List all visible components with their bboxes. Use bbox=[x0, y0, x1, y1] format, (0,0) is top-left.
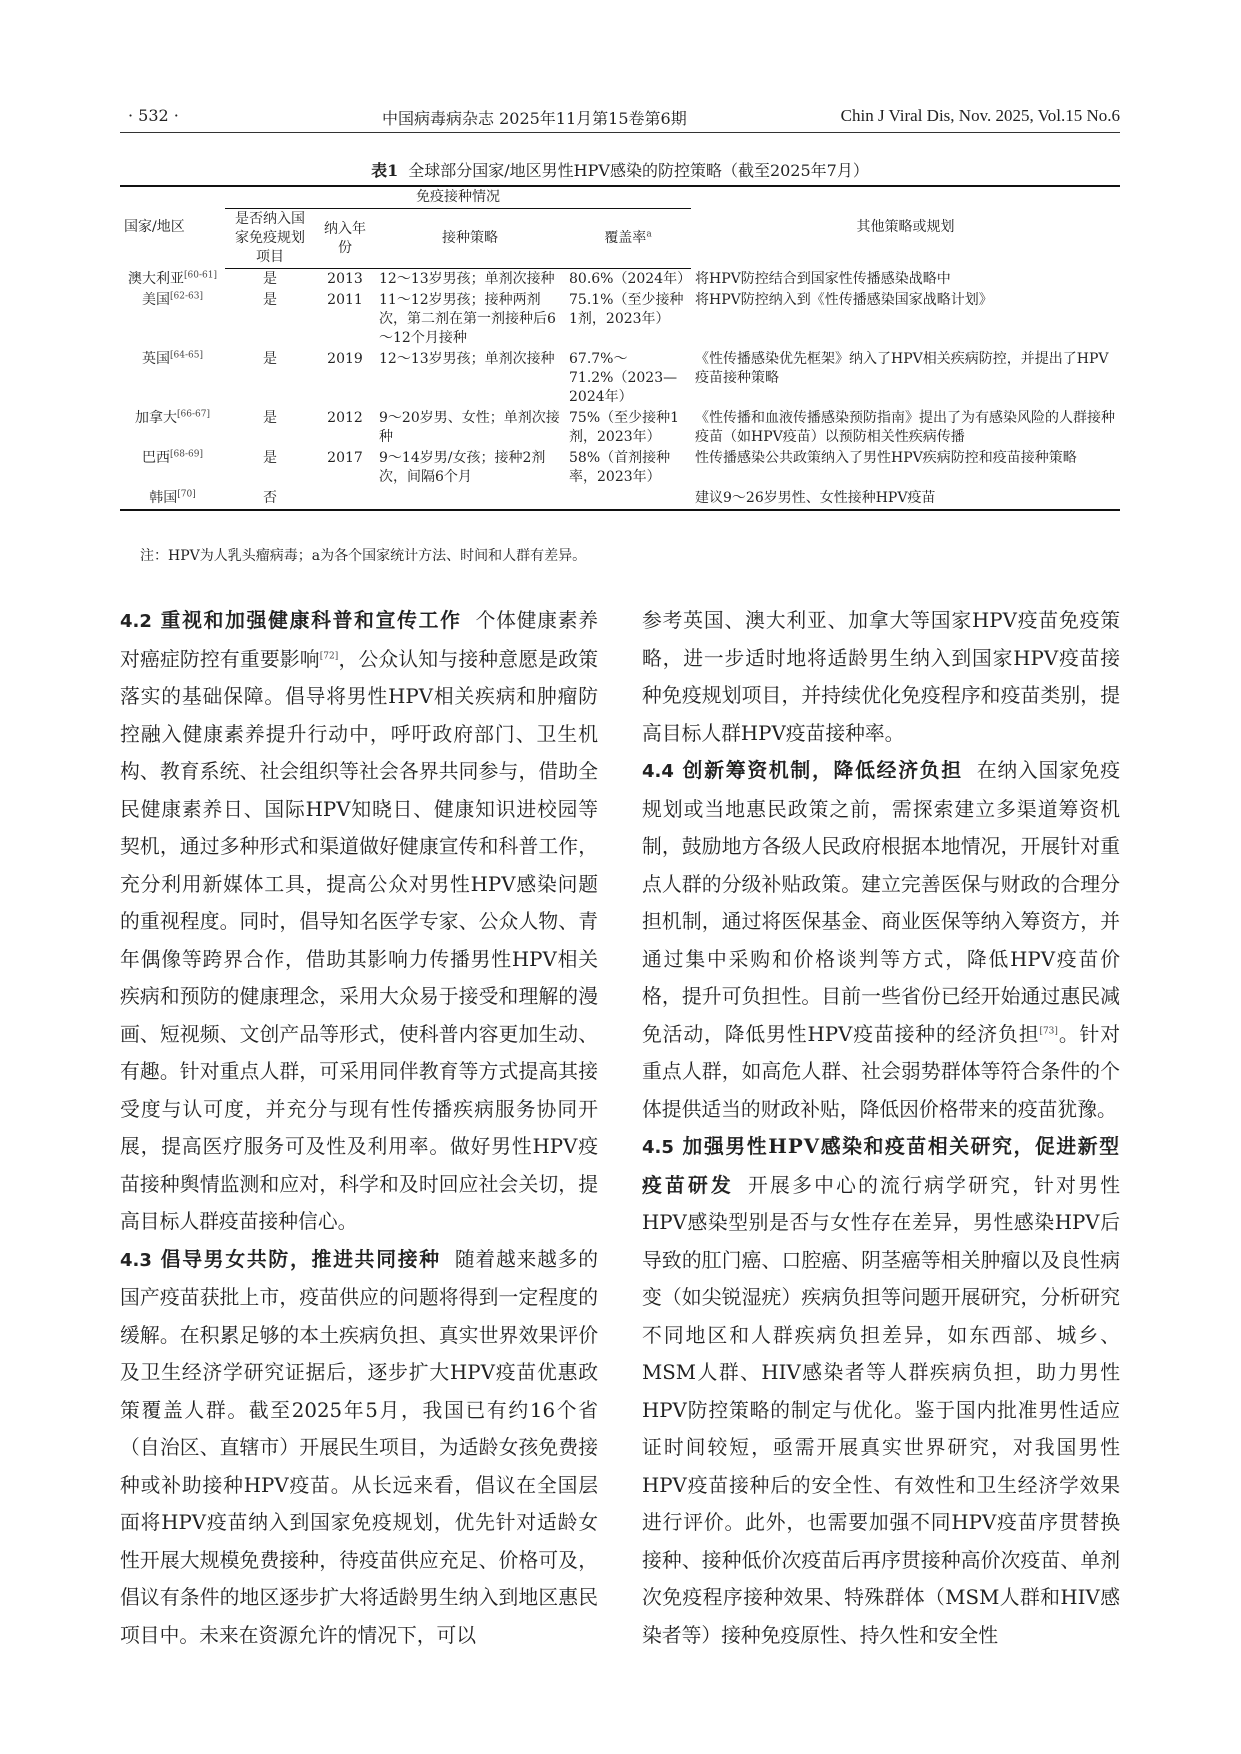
journal-title-en: Chin J Viral Dis, Nov. 2025, Vol.15 No.6 bbox=[840, 106, 1120, 125]
section-title: 加强男性HPV感染和疫苗相关研究，促进新型疫苗研发 bbox=[642, 1134, 1120, 1197]
table-row: 美国[62-63] 是 2011 11～12岁男孩；接种两剂次，第二剂在第一剂接种后6～12个月接种 75.1%（至少接种1剂，2023年） 将HPV防控纳入到《性传播感染国家战略计划》 bbox=[142, 291, 993, 346]
body-column-right bbox=[642, 602, 1120, 1654]
section-title: 创新筹资机制，降低经济负担 bbox=[681, 758, 963, 782]
body-column-left bbox=[120, 602, 598, 1654]
section-title: 重视和加强健康科普和宣传工作 bbox=[159, 608, 462, 632]
section-4-4: 4.4 创新筹资机制，降低经济负担 在纳入国家免疫规划或当地惠民政策之前，需探索建立多渠道筹资机制，鼓励地方各级人民政府根据本地情况，开展针对重点人群的分级补贴政策。建立完善医保与财政的合理分担机制，通过将医保基金、商业医保等纳入筹资方，并通过集中采购和价格谈判等方式，降低HPV疫苗价格，提升可负担性。目前一些省份已经开始通过惠民减免活动，降低男性HPV疫苗接种的经济负担[73]。针对重点人群，如高危人群、社会弱势群体等符合条件的个体提供适当的财政补贴，降低因价格带来的疫苗犹豫。 bbox=[642, 758, 1120, 1121]
table-row: 韩国[70] 否 建议9～26岁男性、女性接种HPV疫苗 bbox=[120, 488, 1120, 510]
section-4-3-continued: 参考英国、澳大利亚、加拿大等国家HPV疫苗免疫策略，进一步适时地将适龄男生纳入到国家HPV疫苗接种免疫规划项目，并持续优化免疫程序和疫苗类别，提高目标人群HPV疫苗接种率。 bbox=[642, 609, 1120, 745]
table-row: 澳大利亚[60-61] 是 2013 12～13岁男孩；单剂次接种 80.6%（2024年） 将HPV防控结合到国家性传播感染战略中 bbox=[128, 269, 951, 287]
table-row: 英国[64-65] 是 2019 12～13岁男孩；单剂次接种 67.7%～71.2%（2023—2024年） 《性传播感染优先框架》纳入了HPV相关疾病防控，并提出了HPV疫苗接种策略 bbox=[142, 350, 1109, 405]
journal-title-cn: 中国病毒病杂志 2025年11月第15卷第6期 bbox=[382, 109, 687, 128]
section-4-3: 4.3 倡导男女共防，推进共同接种 随着越来越多的国产疫苗获批上市，疫苗供应的问题将得到一定程度的缓解。在积累足够的本土疾病负担、真实世界效果评价及卫生经济学研究证据后，逐步扩大HPV疫苗优惠政策覆盖人群。截至2025年5月，我国已有约16个省（自治区、直辖市）开展民生项目，为适龄女孩免费接种或补助接种HPV疫苗。从长远来看，倡议在全国层面将HPV疫苗纳入到国家免疫规划，优先针对适龄女性开展大规模免费接种，待疫苗供应充足、价格可及，倡议有条件的地区逐步扩大将适龄男生纳入到地区惠民项目中。未来在资源允许的情况下，可以 bbox=[120, 1246, 598, 1647]
table-row: 加拿大[66-67] 是 2012 9～20岁男、女性；单剂次接种 75%（至少接种1剂，2023年） 《性传播和血液传播感染预防指南》提出了为有感染风险的人群接种疫苗（如HPV疫苗）以预防相关性疾病传播 bbox=[135, 409, 1115, 445]
coverage-footnote-mark: a bbox=[646, 229, 652, 240]
running-header bbox=[120, 104, 1120, 133]
strategy-table bbox=[120, 185, 1120, 511]
page-number: · 532 · bbox=[128, 106, 179, 125]
table-title: 全球部分国家/地区男性HPV感染的防控策略（截至2025年7月） bbox=[408, 161, 869, 180]
header-country: 国家/地区 bbox=[120, 186, 225, 269]
section-title: 倡导男女共防，推进共同接种 bbox=[159, 1246, 441, 1271]
header-coverage: 覆盖率$^a$ bbox=[565, 209, 691, 269]
header-immunization-group: 免疫接种情况 bbox=[225, 186, 691, 209]
header-included: 是否纳入国家免疫规划项目 bbox=[225, 209, 315, 269]
table-label: 表1 bbox=[371, 161, 399, 180]
table-note: 注：HPV为人乳头瘤病毒；a为各个国家统计方法、时间和人群有差异。 bbox=[140, 548, 587, 564]
header-strategy: 接种策略 bbox=[375, 209, 565, 269]
table-caption bbox=[120, 158, 1120, 181]
header-other-strategies: 其他策略或规划 bbox=[691, 186, 1120, 269]
header-year: 纳入年份 bbox=[315, 209, 375, 269]
section-4-5: 4.5 加强男性HPV感染和疫苗相关研究，促进新型疫苗研发 开展多中心的流行病学研究，针对男性HPV感染型别是否与女性存在差异，男性感染HPV后导致的肛门癌、口腔癌、阴茎癌等相关肿瘤以及良性病变（如尖锐湿疣）疾病负担等问题开展研究，分析研究不同地区和人群疾病负担差异，如东西部、城乡、MSM人群、HIV感染者等人群疾病负担，助力男性HPV防控策略的制定与优化。鉴于国内批准男性适应证时间较短，亟需开展真实世界研究，对我国男性HPV疫苗接种后的安全性、有效性和卫生经济学效果进行评价。此外，也需要加强不同HPV疫苗序贯替换接种、接种低价次疫苗后再序贯接种高价次疫苗、单剂次免疫程序接种效果、特殊群体（MSM人群和HIV感染者等）接种免疫原性、持久性和安全性 bbox=[642, 1134, 1120, 1647]
table-row: 巴西[68-69] 是 2017 9～14岁男/女孩；接种2剂次，间隔6个月 58%（首剂接种率，2023年） 性传播感染公共政策纳入了男性HPV疾病防控和疫苗接种策略 bbox=[142, 449, 1077, 485]
section-4-2: 4.2 重视和加强健康科普和宣传工作 个体健康素养对癌症防控有重要影响[72]，公众认知与接种意愿是政策落实的基础保障。倡导将男性HPV相关疾病和肿瘤防控融入健康素养提升行动中，呼吁政府部门、卫生机构、教育系统、社会组织等社会各界共同参与，借助全民健康素养日、国际HPV知晓日、健康知识进校园等契机，通过多种形式和渠道做好健康宣传和科普工作，充分利用新媒体工具，提高公众对男性HPV感染问题的重视程度。同时，倡导知名医学专家、公众人物、青年偶像等跨界合作，借助其影响力传播男性HPV相关疾病和预防的健康理念，采用大众易于接受和理解的漫画、短视频、文创产品等形式，使科普内容更加生动、有趣。针对重点人群，可采用同伴教育等方式提高其接受度与认可度，并充分与现有性传播疾病服务协同开展，提高医疗服务可及性及利用率。做好男性HPV疫苗接种舆情监测和应对，科学和及时回应社会关切，提高目标人群疫苗接种信心。 bbox=[120, 608, 598, 1233]
